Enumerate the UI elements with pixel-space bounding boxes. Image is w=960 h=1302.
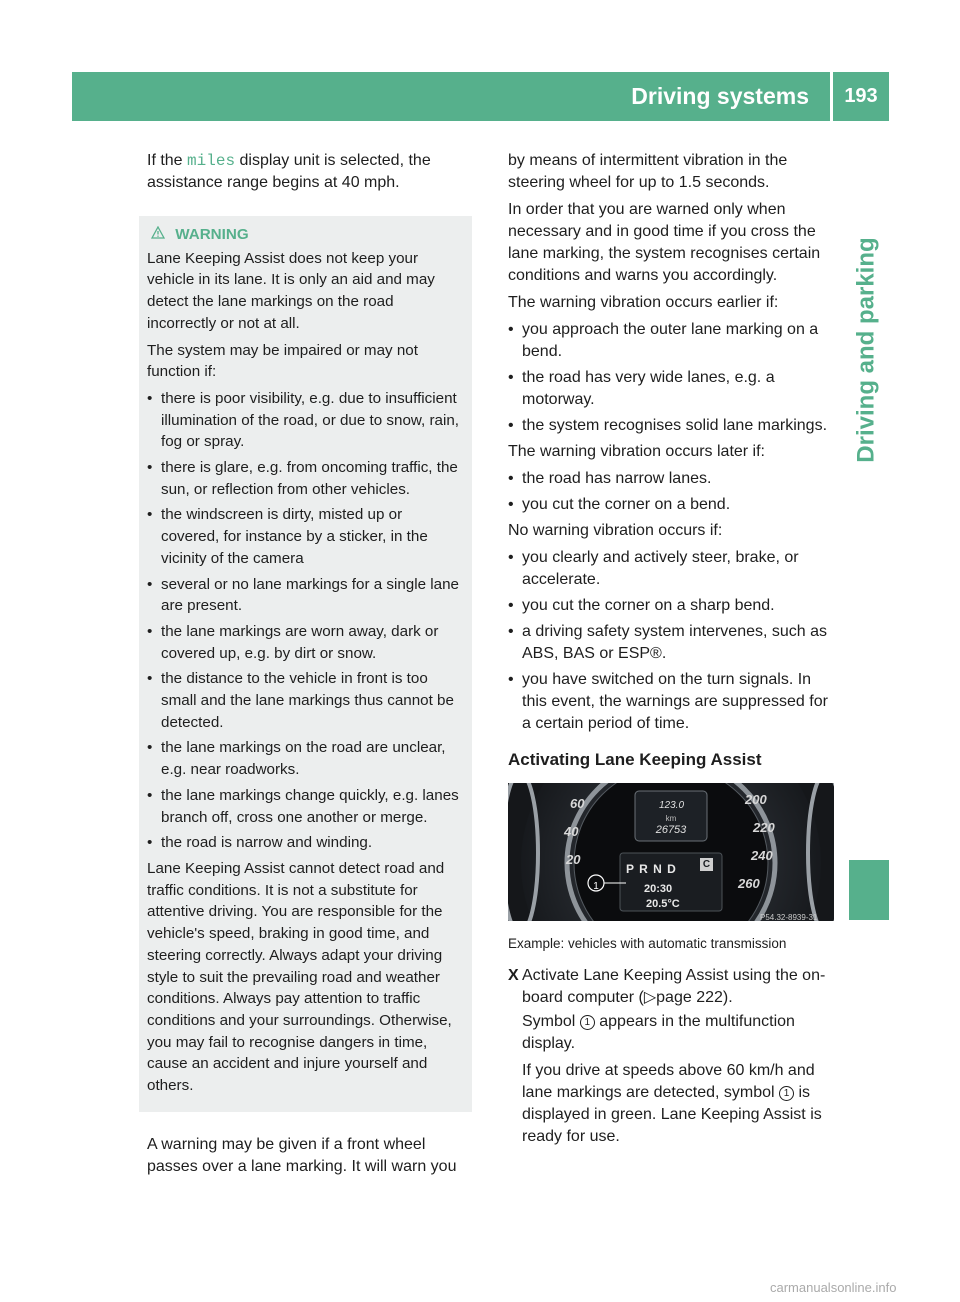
page-ref-arrow-icon: ▷ [643, 989, 657, 1006]
image-caption: Example: vehicles with automatic transmission [508, 936, 787, 951]
list-item: • the road is narrow and winding. [147, 834, 373, 852]
earlier-list [508, 319, 834, 437]
cluster-scale-200: 200 [745, 792, 767, 807]
list-item: • you approach the outer lane marking on a bend. [508, 321, 819, 360]
step-marker: X [508, 967, 519, 984]
list-item: • the road has very wide lanes, e.g. a motorway. [508, 369, 775, 408]
page-reference-link[interactable]: page 222). [656, 989, 733, 1006]
list-item: • there is poor visibility, e.g. due to insufficient illumination of the road, or due to snow, rain, fog or spray. [147, 389, 460, 451]
section-heading: Activating Lane Keeping Assist [508, 750, 762, 769]
step-text: Activate Lane Keeping Assist using the on-board computer ( [522, 967, 826, 1006]
list-item: • you clearly and actively steer, brake, or accelerate. [508, 549, 799, 588]
side-tab [847, 237, 887, 463]
cluster-scale-60: 60 [570, 796, 585, 811]
none-list [508, 547, 834, 735]
cluster-image-id: P54.32-8939-31 [760, 913, 818, 921]
cluster-temp: 20.5°C [646, 898, 680, 910]
instrument-cluster-photo [508, 783, 834, 921]
outro-paragraph: A warning may be given if a front wheel passes over a lane marking. It will warn you [147, 1135, 457, 1175]
symbol-1-icon: 1 [779, 1086, 794, 1101]
paragraph-conditions: In order that you are warned only when necessary and in good time if you cross the lane marking, the system recognises certain conditions and warns you accordingly. [508, 201, 821, 284]
intro-text: If the [147, 152, 188, 169]
list-item: • the distance to the vehicle in front is too small and the lane markings thus cannot be detected. [147, 670, 454, 731]
warning-bullet-list [147, 388, 464, 854]
final-paragraph: If you drive at speeds above 60 km/h and lane markings are detected, symbol 1 is displayed in green. Lane Keeping Assist is ready for use. [522, 1062, 822, 1145]
left-column [147, 150, 480, 1183]
list-item: • you cut the corner on a sharp bend. [508, 597, 775, 614]
cluster-odo-trip: 123.0 [659, 800, 685, 811]
right-column [508, 150, 834, 1153]
header-bar [72, 72, 889, 121]
list-item: • the lane markings are worn away, dark or covered up, e.g. by dirt or snow. [147, 622, 439, 662]
cluster-time: 20:30 [644, 883, 673, 895]
symbol-1-icon: 1 [580, 1015, 595, 1030]
warning-box [139, 216, 472, 1112]
cluster-scale-260: 260 [738, 876, 760, 891]
intro-paragraph [147, 150, 480, 194]
side-tab-marker [849, 860, 889, 920]
list-item: • you cut the corner on a bend. [508, 496, 731, 513]
cluster-scale-40: 40 [564, 824, 579, 839]
symbol-paragraph: Symbol 1 appears in the multifunction display. [522, 1013, 795, 1052]
list-item: • several or no lane markings for a single lane are present. [147, 575, 460, 615]
cluster-odo-total: 26753 [655, 824, 687, 836]
section-title: Driving systems [631, 83, 809, 109]
paragraph-vibration: by means of intermittent vibration in the steering wheel for up to 1.5 seconds. [508, 152, 788, 191]
cluster-scale-20: 20 [566, 852, 581, 867]
page-number: 193 [844, 85, 878, 107]
cluster-callout-number: 1 [593, 881, 599, 892]
warning-header [147, 224, 464, 246]
miles-unit: miles [187, 152, 236, 170]
instruction-step [508, 965, 834, 1148]
warning-paragraph-2: The system may be impaired or may not function if: [147, 341, 418, 381]
list-item: • the lane markings on the road are unclear, e.g. near roadworks. [147, 739, 446, 779]
list-item: • you have switched on the turn signals. In this event, the warnings are suppressed for a certain period of time. [508, 671, 828, 732]
cluster-gear-box: C [700, 858, 713, 871]
later-intro: The warning vibration occurs later if: [508, 443, 765, 460]
cluster-scale-240: 240 [751, 848, 773, 863]
none-intro: No warning vibration occurs if: [508, 522, 723, 539]
list-item: • the lane markings change quickly, e.g. lanes branch off, cross one another or merge. [147, 786, 459, 826]
watermark: carmanualsonline.info [770, 1280, 897, 1295]
list-item: • there is glare, e.g. from oncoming traffic, the sun, or reflection from other vehicles. [147, 459, 458, 498]
cluster-gears: P R N D [626, 862, 677, 876]
side-tab-label: Driving and parking [853, 237, 880, 463]
cluster-odo-unit: km [665, 814, 677, 823]
warning-paragraph-1: Lane Keeping Assist does not keep your vehicle in its lane. It is only an aid and may detect the lane markings on the road incorrectly or not at all. [147, 249, 435, 332]
list-item: • the system recognises solid lane markings. [508, 417, 828, 434]
list-item: • the road has narrow lanes. [508, 470, 712, 487]
list-item: • the windscreen is dirty, misted up or covered, for instance by a sticker, in the vicinity of the camera [147, 506, 428, 567]
intro-text-end: display unit is selected, the assistance range begins at 40 mph. [147, 152, 431, 191]
warning-title: WARNING [175, 226, 249, 243]
later-list [508, 468, 834, 516]
cluster-scale-220: 220 [753, 820, 775, 835]
warning-triangle-icon [151, 226, 169, 243]
earlier-intro: The warning vibration occurs earlier if: [508, 294, 779, 311]
warning-paragraph-3: Lane Keeping Assist cannot detect road and traffic conditions. It is not a substitute for attentive driving. You are responsible for the vehicle's speed, braking in good time, and steering correctly. Always adapt your driving style to suit the prevailing road and weather conditions. Always pay attention to traffic conditions and your surroundings. Otherwise, you may fail to recognise dangers in time, cause an accident and injure yourself and others. [147, 859, 452, 1095]
list-item: • a driving safety system intervenes, such as ABS, BAS or ESP®. [508, 623, 828, 662]
